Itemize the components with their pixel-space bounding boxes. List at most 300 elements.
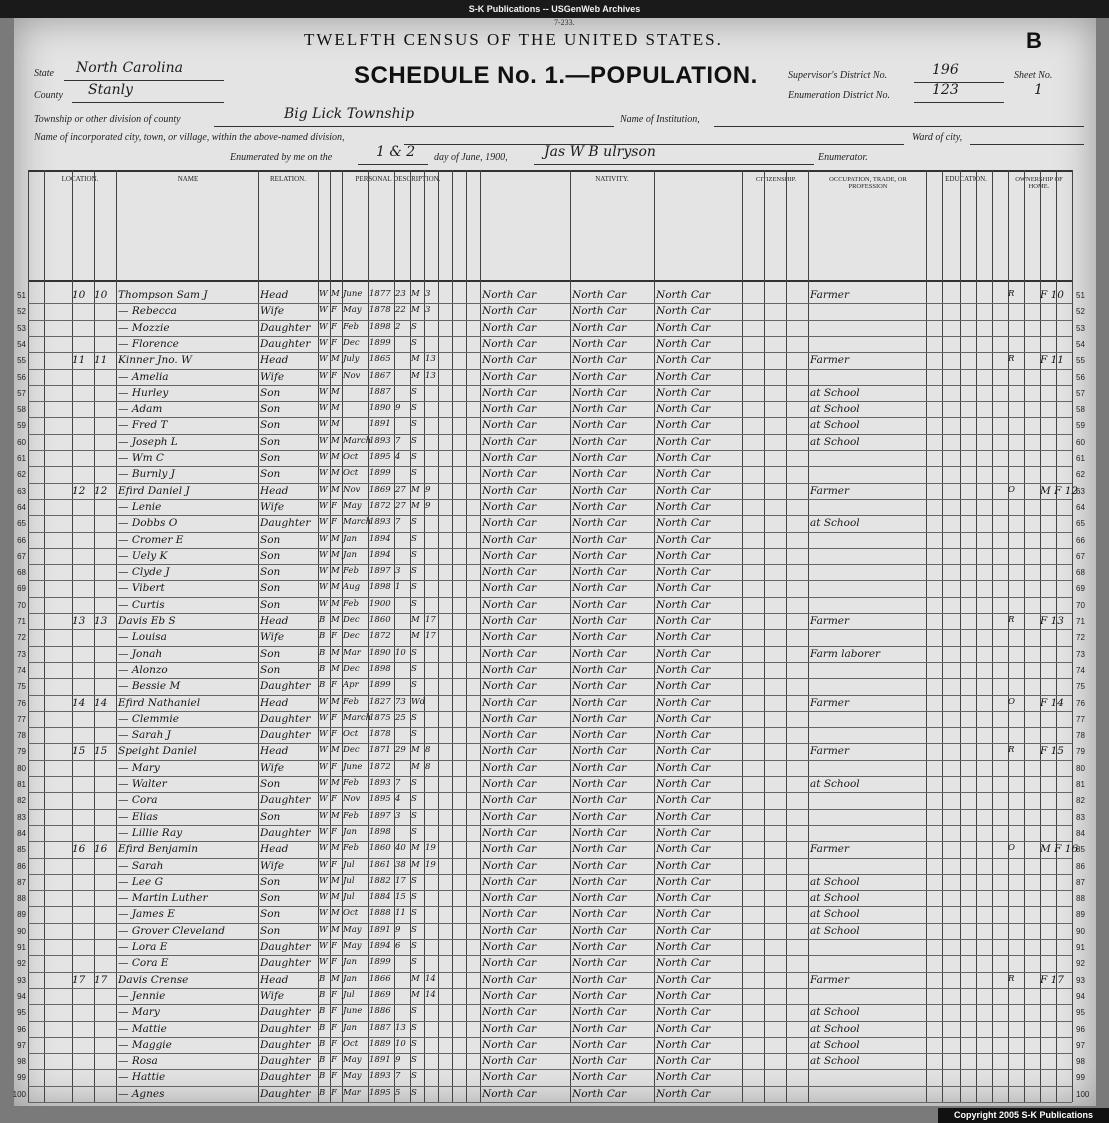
cell-sex: M bbox=[331, 484, 340, 495]
cell-occ: Farmer bbox=[810, 484, 850, 497]
cell-yr: 1898 bbox=[369, 321, 391, 332]
cell-m: North Car bbox=[656, 924, 711, 937]
cell-rel: Wife bbox=[260, 989, 285, 1002]
cell-yrs: 3 bbox=[425, 305, 431, 316]
cell-b: North Car bbox=[482, 321, 537, 334]
cell-sex: F bbox=[331, 321, 337, 332]
cell-yrs: 14 bbox=[425, 973, 436, 984]
row-rule bbox=[28, 532, 1072, 533]
cell-own: R bbox=[1008, 289, 1015, 299]
row-number: 81 bbox=[17, 780, 26, 789]
row-number: 85 bbox=[17, 845, 26, 855]
row-number-right: 100 bbox=[1076, 1089, 1090, 1099]
cell-m: North Car bbox=[656, 615, 711, 627]
cell-sex: M bbox=[331, 582, 340, 593]
cell-mo: Feb bbox=[343, 321, 359, 332]
cell-occ: Farmer bbox=[810, 745, 850, 758]
cell-ms: S bbox=[411, 794, 417, 805]
cell-age: 38 bbox=[395, 859, 406, 870]
cell-name: — Mozzie bbox=[118, 321, 170, 334]
row-rule bbox=[28, 303, 1072, 304]
cell-mo: Feb bbox=[343, 598, 359, 609]
cell-dw: 16 bbox=[72, 843, 86, 856]
cell-ms: Wd bbox=[411, 696, 426, 707]
row-number: 54 bbox=[17, 339, 26, 349]
cell-yrs: 17 bbox=[425, 631, 436, 642]
row-number-right: 58 bbox=[1076, 405, 1085, 415]
cell-ms: S bbox=[411, 468, 417, 479]
cell-yr: 1893 bbox=[369, 1071, 391, 1082]
cell-rel: Son bbox=[260, 875, 281, 888]
cell-mo: March bbox=[343, 517, 372, 528]
cell-f: North Car bbox=[572, 386, 627, 399]
row-rule bbox=[28, 483, 1072, 484]
cell-name: — James E bbox=[118, 908, 175, 921]
cell-col: W bbox=[319, 892, 328, 903]
header-nativity: NATIVITY. bbox=[595, 175, 629, 183]
cell-farm: F 17 bbox=[1040, 973, 1064, 986]
cell-sex: M bbox=[331, 810, 340, 821]
cell-name: — Mary bbox=[118, 761, 160, 774]
cell-yr: 1898 bbox=[369, 582, 391, 593]
cell-sex: M bbox=[331, 435, 340, 446]
cell-b: North Car bbox=[482, 1087, 537, 1100]
cell-b: North Car bbox=[482, 533, 537, 546]
row-number-right: 82 bbox=[1076, 796, 1085, 806]
row-number: 96 bbox=[17, 1024, 26, 1034]
row-rule bbox=[28, 320, 1072, 321]
cell-sex: F bbox=[331, 370, 337, 381]
cell-occ: at School bbox=[810, 1022, 860, 1035]
cell-age: 15 bbox=[395, 892, 406, 903]
cell-m: North Car bbox=[656, 794, 711, 807]
cell-rel: Daughter bbox=[260, 1022, 311, 1035]
cell-dw: 11 bbox=[72, 354, 86, 367]
cell-sex: F bbox=[331, 989, 337, 1000]
cell-f: North Car bbox=[572, 729, 627, 742]
cell-farm: M F 12 bbox=[1040, 484, 1079, 497]
cell-b: North Car bbox=[482, 549, 537, 562]
cell-sex: M bbox=[331, 452, 340, 462]
cell-col: B bbox=[319, 680, 326, 691]
cell-mo: March bbox=[343, 435, 372, 446]
cell-occ: at School bbox=[810, 908, 860, 921]
cell-occ: at School bbox=[810, 403, 860, 416]
cell-yr: 1867 bbox=[369, 370, 391, 381]
cell-fam: 10 bbox=[94, 289, 108, 301]
cell-yr: 1894 bbox=[369, 533, 391, 544]
row-number-right: 77 bbox=[1076, 714, 1085, 724]
cell-sex: F bbox=[331, 1022, 337, 1033]
cell-mo: Aug bbox=[343, 582, 361, 593]
row-number-right: 63 bbox=[1076, 486, 1085, 496]
cell-col: B bbox=[319, 631, 326, 642]
cell-col: W bbox=[319, 794, 328, 805]
cell-col: W bbox=[319, 500, 328, 511]
cell-sex: F bbox=[331, 1087, 337, 1098]
cell-m: North Car bbox=[656, 468, 711, 481]
cell-yr: 1866 bbox=[369, 973, 391, 984]
cell-rel: Son bbox=[260, 386, 281, 399]
row-rule bbox=[28, 515, 1072, 516]
row-rule bbox=[28, 906, 1072, 907]
row-number: 52 bbox=[17, 307, 26, 317]
cell-b: North Car bbox=[482, 615, 537, 627]
cell-sex: M bbox=[331, 566, 340, 577]
row-number-right: 60 bbox=[1076, 437, 1085, 447]
row-number-right: 88 bbox=[1076, 894, 1085, 904]
cell-b: North Car bbox=[482, 729, 537, 742]
cell-ms: S bbox=[411, 1038, 417, 1049]
cell-age: 13 bbox=[395, 1022, 406, 1033]
cell-f: North Car bbox=[572, 875, 627, 888]
cell-ms: S bbox=[411, 321, 417, 332]
header-personal: PERSONAL DESCRIPTION. bbox=[355, 175, 441, 183]
cell-rel: Daughter bbox=[260, 1006, 311, 1019]
cell-col: B bbox=[319, 663, 326, 674]
cell-ms: S bbox=[411, 1006, 417, 1017]
cell-m: North Car bbox=[656, 484, 711, 497]
cell-dw: 14 bbox=[72, 696, 86, 709]
cell-rel: Son bbox=[260, 598, 281, 611]
cell-name: — Sarah bbox=[118, 859, 164, 872]
row-number: 62 bbox=[17, 470, 26, 480]
cell-col: W bbox=[319, 533, 328, 544]
cell-yr: 1893 bbox=[369, 517, 391, 528]
cell-mo: Dec bbox=[343, 615, 360, 625]
row-number-right: 78 bbox=[1076, 731, 1085, 741]
cell-name: — Mary bbox=[118, 1006, 160, 1019]
cell-rel: Head bbox=[260, 745, 289, 758]
row-number: 64 bbox=[17, 502, 26, 512]
cell-b: North Car bbox=[482, 761, 537, 774]
cell-col: B bbox=[319, 989, 326, 1000]
cell-dw: 15 bbox=[72, 745, 86, 758]
row-number-right: 90 bbox=[1076, 926, 1085, 936]
cell-name: — Cora E bbox=[118, 957, 169, 970]
cell-f: North Car bbox=[572, 859, 627, 872]
cell-yr: 1878 bbox=[369, 305, 391, 316]
cell-occ: Farmer bbox=[810, 289, 850, 301]
row-number-right: 85 bbox=[1076, 845, 1085, 855]
cell-sex: M bbox=[331, 615, 340, 625]
cell-m: North Car bbox=[656, 712, 711, 725]
cell-age: 7 bbox=[395, 435, 401, 446]
cell-b: North Car bbox=[482, 908, 537, 921]
cell-col: W bbox=[319, 598, 328, 609]
cell-yr: 1893 bbox=[369, 435, 391, 446]
cell-sex: F bbox=[331, 680, 337, 691]
cell-m: North Car bbox=[656, 957, 711, 970]
row-rule bbox=[28, 629, 1072, 630]
cell-sex: M bbox=[331, 908, 340, 919]
cell-age: 7 bbox=[395, 1071, 401, 1082]
cell-ms: S bbox=[411, 680, 417, 691]
cell-ms: S bbox=[411, 582, 417, 593]
cell-rel: Son bbox=[260, 582, 281, 595]
cell-dw: 12 bbox=[72, 484, 86, 497]
row-number: 72 bbox=[17, 633, 26, 643]
cell-name: — Joseph L bbox=[118, 435, 178, 448]
cell-f: North Car bbox=[572, 1038, 627, 1051]
row-rule bbox=[28, 417, 1072, 418]
row-number: 67 bbox=[17, 551, 26, 561]
row-rule bbox=[28, 401, 1072, 402]
cell-rel: Head bbox=[260, 484, 289, 497]
row-number-right: 79 bbox=[1076, 747, 1085, 757]
row-number: 94 bbox=[17, 991, 26, 1001]
cell-col: W bbox=[319, 745, 328, 756]
cell-col: W bbox=[319, 908, 328, 919]
row-number-right: 71 bbox=[1076, 617, 1085, 626]
cell-rel: Head bbox=[260, 973, 289, 986]
cell-yr: 1899 bbox=[369, 680, 391, 691]
row-number: 65 bbox=[17, 519, 26, 529]
cell-sex: F bbox=[331, 826, 337, 837]
cell-ms: S bbox=[411, 403, 417, 414]
header-relation: RELATION. bbox=[270, 175, 306, 183]
cell-f: North Car bbox=[572, 566, 627, 579]
cell-yr: 1897 bbox=[369, 566, 391, 577]
cell-col: W bbox=[319, 843, 328, 854]
cell-ms: S bbox=[411, 419, 417, 430]
cell-ms: M bbox=[411, 615, 420, 625]
row-number: 100 bbox=[12, 1089, 26, 1099]
cell-age: 4 bbox=[395, 794, 401, 805]
cell-rel: Son bbox=[260, 549, 281, 562]
cell-occ: at School bbox=[810, 1055, 860, 1068]
cell-age: 7 bbox=[395, 778, 401, 788]
row-rule bbox=[28, 580, 1072, 581]
row-rule bbox=[28, 874, 1072, 875]
cell-yrs: 9 bbox=[425, 500, 431, 511]
cell-col: B bbox=[319, 1087, 326, 1098]
cell-fam: 17 bbox=[94, 973, 108, 986]
cell-m: North Car bbox=[656, 500, 711, 513]
cell-age: 1 bbox=[395, 582, 401, 593]
cell-yr: 1872 bbox=[369, 761, 391, 772]
row-rule bbox=[28, 352, 1072, 353]
cell-rel: Head bbox=[260, 615, 289, 627]
cell-own: R bbox=[1008, 354, 1015, 365]
archive-banner-text: S-K Publications -- USGenWeb Archives bbox=[468, 4, 641, 14]
cell-name: — Lillie Ray bbox=[118, 826, 183, 839]
cell-f: North Car bbox=[572, 745, 627, 758]
cell-fam: 15 bbox=[94, 745, 108, 758]
cell-col: B bbox=[319, 1055, 326, 1066]
cell-name: Efird Daniel J bbox=[118, 484, 190, 497]
row-number: 69 bbox=[17, 584, 26, 594]
cell-f: North Car bbox=[572, 1071, 627, 1084]
cell-b: North Car bbox=[482, 875, 537, 888]
row-rule bbox=[28, 1102, 1072, 1103]
cell-ms: S bbox=[411, 549, 417, 560]
cell-sex: F bbox=[331, 1038, 337, 1049]
row-rule bbox=[28, 336, 1072, 337]
row-number: 99 bbox=[17, 1073, 26, 1083]
cell-mo: Nov bbox=[343, 484, 361, 495]
cell-ms: S bbox=[411, 337, 417, 348]
cell-m: North Car bbox=[656, 859, 711, 872]
cell-yr: 1865 bbox=[369, 354, 391, 365]
cell-name: — Cora bbox=[118, 794, 158, 807]
cell-m: North Car bbox=[656, 647, 711, 660]
census-title: TWELFTH CENSUS OF THE UNITED STATES. bbox=[304, 30, 723, 49]
cell-mo: June bbox=[343, 1006, 363, 1017]
cell-name: — Lee G bbox=[118, 875, 163, 888]
cell-m: North Car bbox=[656, 1071, 711, 1084]
enumerator-label: Enumerator. bbox=[818, 152, 868, 163]
cell-yr: 1887 bbox=[369, 1022, 391, 1033]
cell-age: 6 bbox=[395, 941, 401, 951]
cell-col: W bbox=[319, 354, 328, 365]
cell-b: North Car bbox=[482, 435, 537, 448]
cell-sex: F bbox=[331, 1055, 337, 1066]
cell-col: W bbox=[319, 452, 328, 462]
cell-mo: Apr bbox=[343, 680, 359, 691]
cell-yr: 1877 bbox=[369, 289, 391, 299]
cell-own: R bbox=[1008, 973, 1015, 984]
cell-mo: July bbox=[343, 354, 360, 365]
cell-b: North Car bbox=[482, 403, 537, 416]
row-rule bbox=[28, 760, 1072, 761]
cell-yrs: 14 bbox=[425, 989, 436, 1000]
schedule-title: SCHEDULE No. 1.—POPULATION. bbox=[354, 62, 758, 89]
cell-rel: Daughter bbox=[260, 957, 311, 970]
cell-rel: Son bbox=[260, 403, 281, 416]
row-number-right: 65 bbox=[1076, 519, 1085, 529]
cell-f: North Car bbox=[572, 631, 627, 644]
cell-yrs: 8 bbox=[425, 761, 431, 772]
cell-farm: F 11 bbox=[1040, 354, 1064, 367]
cell-age: 9 bbox=[395, 1055, 401, 1066]
enumerator-name: Jas W B ulryson bbox=[544, 144, 656, 160]
cell-f: North Car bbox=[572, 924, 627, 937]
cell-b: North Car bbox=[482, 1022, 537, 1035]
cell-age: 7 bbox=[395, 517, 401, 528]
cell-mo: Jan bbox=[343, 957, 357, 968]
row-number: 58 bbox=[17, 405, 26, 415]
cell-sex: M bbox=[331, 745, 340, 756]
cell-mo: Feb bbox=[343, 843, 359, 854]
row-number-right: 93 bbox=[1076, 975, 1085, 985]
cell-rel: Son bbox=[260, 908, 281, 921]
row-rule bbox=[28, 434, 1072, 435]
cell-sex: M bbox=[331, 354, 340, 365]
cell-b: North Car bbox=[482, 354, 537, 367]
header-citizenship: CITIZENSHIP. bbox=[755, 176, 797, 183]
cell-col: W bbox=[319, 305, 328, 316]
cell-sex: M bbox=[331, 403, 340, 414]
row-rule bbox=[28, 858, 1072, 859]
row-number: 89 bbox=[17, 910, 26, 920]
cell-f: North Car bbox=[572, 794, 627, 807]
cell-mo: Feb bbox=[343, 810, 359, 821]
cell-col: B bbox=[319, 615, 326, 625]
cell-m: North Car bbox=[656, 305, 711, 318]
cell-ms: M bbox=[411, 500, 420, 511]
row-number-right: 81 bbox=[1076, 780, 1085, 789]
cell-b: North Car bbox=[482, 631, 537, 644]
row-number: 68 bbox=[17, 568, 26, 578]
cell-name: — Florence bbox=[118, 337, 179, 350]
cell-occ: at School bbox=[810, 875, 860, 888]
cell-ms: S bbox=[411, 1071, 417, 1082]
row-number: 87 bbox=[17, 877, 26, 887]
cell-m: North Car bbox=[656, 1055, 711, 1068]
cell-rel: Son bbox=[260, 647, 281, 660]
cell-m: North Car bbox=[656, 289, 711, 301]
row-number-right: 70 bbox=[1076, 600, 1085, 610]
cell-rel: Daughter bbox=[260, 1038, 311, 1051]
cell-mo: May bbox=[343, 924, 362, 935]
cell-ms: M bbox=[411, 354, 420, 365]
row-number: 83 bbox=[17, 812, 26, 822]
cell-age: 3 bbox=[395, 810, 401, 821]
cell-yrs: 8 bbox=[425, 745, 431, 756]
cell-f: North Car bbox=[572, 680, 627, 693]
row-number-right: 52 bbox=[1076, 307, 1085, 317]
cell-mo: May bbox=[343, 1055, 362, 1066]
row-rule bbox=[28, 499, 1072, 500]
cell-name: — Clyde J bbox=[118, 566, 170, 579]
cell-f: North Car bbox=[572, 289, 627, 301]
cell-col: B bbox=[319, 1038, 326, 1049]
row-number-right: 98 bbox=[1076, 1057, 1085, 1067]
cell-b: North Car bbox=[482, 924, 537, 937]
row-number-right: 57 bbox=[1076, 388, 1085, 398]
cell-sex: F bbox=[331, 794, 337, 805]
cell-ms: S bbox=[411, 647, 417, 658]
cell-b: North Car bbox=[482, 1071, 537, 1084]
cell-b: North Car bbox=[482, 1006, 537, 1019]
cell-sex: M bbox=[331, 289, 340, 299]
cell-f: North Car bbox=[572, 843, 627, 856]
cell-yr: 1872 bbox=[369, 631, 391, 642]
cell-name: Kinner Jno. W bbox=[118, 354, 192, 367]
cell-yr: 1872 bbox=[369, 500, 391, 511]
cell-yr: 1884 bbox=[369, 892, 391, 903]
row-rule bbox=[28, 597, 1072, 598]
cell-age: 73 bbox=[395, 696, 406, 707]
cell-b: North Car bbox=[482, 941, 537, 953]
cell-dw: 17 bbox=[72, 973, 86, 986]
row-rule bbox=[28, 825, 1072, 826]
cell-col: W bbox=[319, 859, 328, 870]
cell-col: W bbox=[319, 321, 328, 332]
cell-b: North Car bbox=[482, 484, 537, 497]
cell-sex: M bbox=[331, 843, 340, 854]
cell-ms: S bbox=[411, 810, 417, 821]
row-number: 82 bbox=[17, 796, 26, 806]
enumeration-district-value: 123 bbox=[932, 82, 959, 98]
cell-mo: Mar bbox=[343, 1087, 361, 1098]
cell-mo: Jan bbox=[343, 533, 357, 544]
cell-m: North Car bbox=[656, 729, 711, 742]
cell-occ: at School bbox=[810, 924, 860, 937]
cell-ms: S bbox=[411, 435, 417, 446]
cell-name: — Adam bbox=[118, 403, 163, 416]
cell-b: North Car bbox=[482, 843, 537, 856]
row-number: 92 bbox=[17, 959, 26, 969]
cell-col: W bbox=[319, 289, 328, 299]
cell-m: North Car bbox=[656, 631, 711, 644]
row-number: 84 bbox=[17, 828, 26, 838]
cell-m: North Car bbox=[656, 810, 711, 823]
cell-farm: F 13 bbox=[1040, 615, 1064, 627]
cell-own: O bbox=[1008, 484, 1015, 495]
cell-age: 4 bbox=[395, 452, 401, 462]
